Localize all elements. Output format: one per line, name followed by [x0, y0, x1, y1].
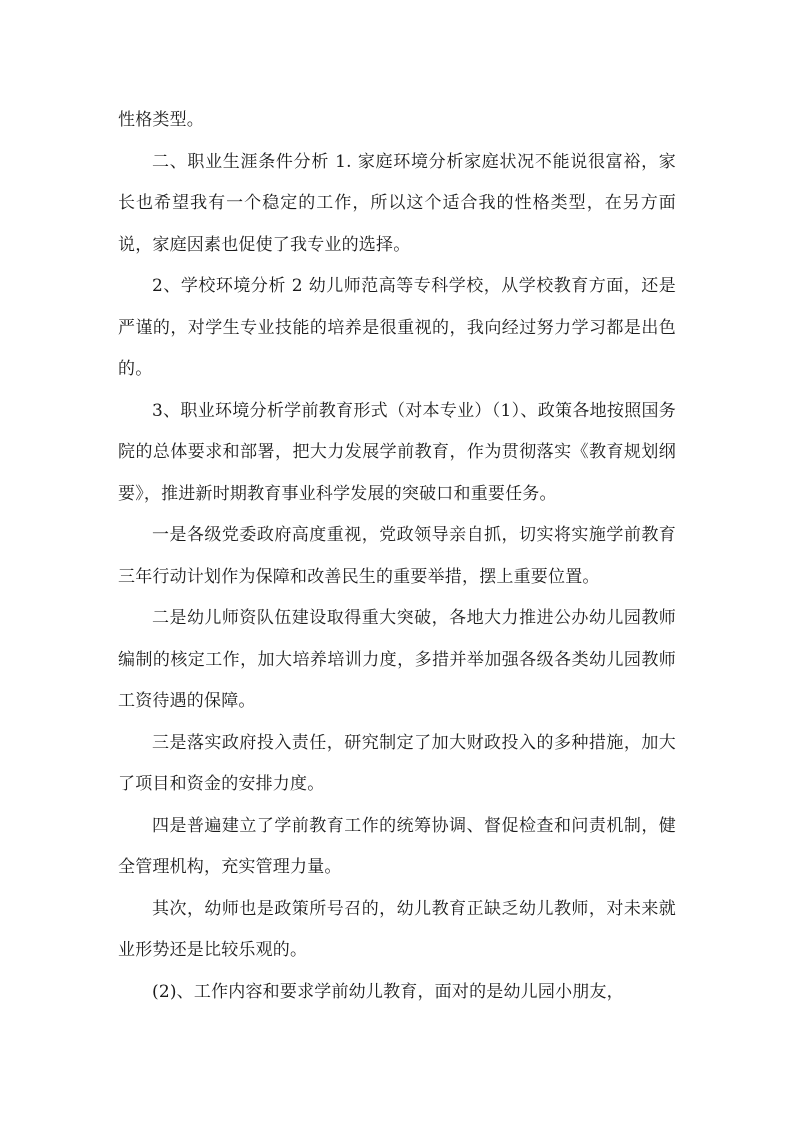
paragraph-point-four: 四是普遍建立了学前教育工作的统筹协调、督促检查和问责机制，健全管理机构，充实管理力量。: [118, 815, 676, 877]
paragraph-point-two: 二是幼儿师资队伍建设取得重大突破，各地大力推进公办幼儿园教师编制的核定工作，加大培养培训力度，多措并举加强各级各类幼儿园教师工资待遇的保障。: [118, 608, 676, 711]
paragraph-secondly: 其次，幼师也是政策所号召的，幼儿教育正缺乏幼儿教师，对未来就业形势还是比较乐观的。: [118, 898, 676, 960]
body-text: [118, 100, 676, 1013]
paragraph-point-one: 一是各级党委政府高度重视，党政领导亲自抓，切实将实施学前教育三年行动计划作为保障和改善民生的重要举措，摆上重要位置。: [118, 525, 676, 587]
paragraph-continuation: 性格类型。: [118, 110, 204, 130]
paragraph-work-content: (2)、工作内容和要求学前幼儿教育，面对的是幼儿园小朋友，: [152, 981, 624, 1002]
paragraph-career-environment: 3、职业环境分析学前教育形式（对本专业）（1）、政策各地按照国务院的总体要求和部署，把大力发展学前教育，作为贯彻落实《教育规划纲要》，推进新时期教育事业科学发展的突破口和重要任务。: [118, 400, 676, 504]
paragraph-school-environment: 2、学校环境分析 2 幼儿师范高等专科学校，从学校教育方面，还是严谨的，对学生专业技能的培养是很重视的，我向经过努力学习都是出色的。: [118, 276, 676, 379]
paragraph-career-conditions: 二、职业生涯条件分析 1. 家庭环境分析家庭状况不能说很富裕，家长也希望我有一个稳定的工作，所以这个适合我的性格类型，在另方面说，家庭因素也促使了我专业的选择。: [118, 151, 676, 255]
paragraph-point-three: 三是落实政府投入责任，研究制定了加大财政投入的多种措施，加大了项目和资金的安排力度。: [118, 732, 676, 794]
